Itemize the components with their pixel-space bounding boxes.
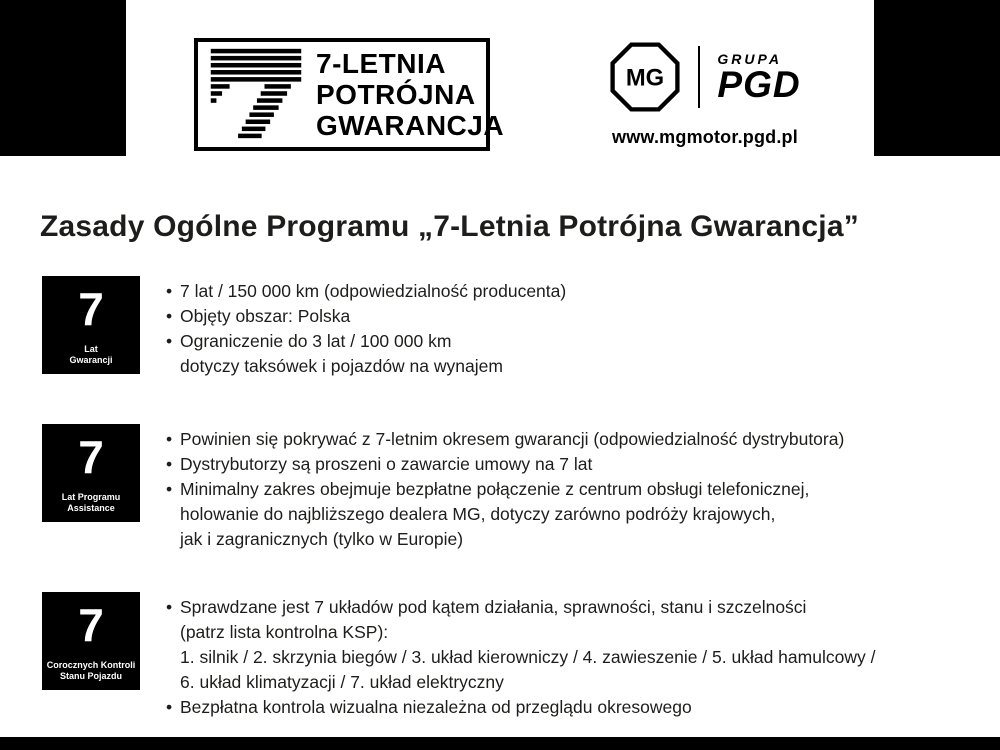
continuation-line [166,527,844,552]
badge-number: 7 [78,283,104,335]
grupa-label: GRUPA [717,51,782,67]
line-text: Powinien się pokrywać z 7-letnim okresem gwarancji (odpowiedzialność dystrybutora) [180,429,845,449]
brand-logos-row [609,40,800,114]
line-text: Ograniczenie do 3 lat / 100 000 km [180,331,452,351]
seven-year-warranty-logo [194,38,505,151]
line-text: holowanie do najbliższego dealera MG, dotyczy zarówno podróży krajowych, [180,504,776,524]
bullet-list-warranty [166,276,566,379]
striped-seven-icon [206,46,306,144]
line-text: Minimalny zakres obejmuje bezpłatne połączenie z centrum obsługi telefonicznej, [180,479,810,499]
badge-number: 7 [78,431,104,483]
bullet-list-inspections [166,592,875,720]
line-text: jak i zagranicznych (tylko w Europie) [180,529,464,549]
line-text: 6. układ klimatyzacji / 7. układ elektryczny [180,672,504,692]
line-text: dotyczy taksówek i pojazdów na wynajem [180,356,503,376]
brand-block [582,40,828,148]
continuation-line [166,502,844,527]
bullet-dot: • [166,429,173,449]
bullet-line [166,329,566,354]
website-url: www.mgmotor.pgd.pl [612,127,798,147]
mg-logo-letters: MG [626,64,665,92]
bullet-dot: • [166,306,173,326]
section-kontrole-stanu-pojazdu [42,592,875,720]
bullet-line [166,477,844,502]
bullet-dot: • [166,331,173,351]
bullet-list-assistance [166,424,844,552]
warranty-logo-line-2: POTRÓJNA [316,79,476,110]
logo-divider [698,46,700,108]
continuation-line [166,354,566,379]
top-right-black-block [874,0,1000,156]
badge-label-line-1: Corocznych Kontroli [46,660,136,670]
section-program-assistance [42,424,844,552]
top-left-black-block [0,0,126,156]
badge-lat-gwarancji [42,276,140,374]
line-text: 1. silnik / 2. skrzynia biegów / 3. układ kierowniczy / 4. zawieszenie / 5. układ hamulcowy / [180,647,876,667]
pgd-label: PGD [717,64,801,105]
grupa-pgd-logo [717,51,800,103]
line-text: Dystrybutorzy są proszeni o zawarcie umowy na 7 lat [180,454,593,474]
continuation-line [166,670,875,695]
bottom-black-bar [0,737,1000,750]
line-text: 7 lat / 150 000 km (odpowiedzialność producenta) [180,281,567,301]
badge-label-line-1: Lat [84,344,98,354]
badge-label [47,660,136,682]
mg-logo [609,41,681,113]
badge-label-line-1: Lat Programu [61,492,121,502]
section-lat-gwarancji [42,276,566,379]
bullet-line [166,427,844,452]
badge-label [69,344,112,366]
badge-number: 7 [78,599,104,651]
bullet-line [166,304,566,329]
line-text: (patrz lista kontrolna KSP): [180,622,389,642]
line-text: Sprawdzane jest 7 układów pod kątem działania, sprawności, stanu i szczelności [180,597,807,617]
bullet-dot: • [166,479,173,499]
warranty-logo-text [316,48,504,141]
badge-label-line-2: Gwarancji [69,355,113,365]
badge-kontrole-stanu-pojazdu [42,592,140,690]
bullet-dot: • [166,454,173,474]
badge-label [62,492,121,514]
bullet-line [166,452,844,477]
bullet-line [166,279,566,304]
line-text: Objęty obszar: Polska [180,306,351,326]
badge-program-assistance [42,424,140,522]
badge-label-line-2: Assistance [67,503,115,513]
bullet-dot: • [166,697,173,717]
bullet-line [166,595,875,620]
page-title: Zasady Ogólne Programu „7-Letnia Potrójna Gwarancja” [40,210,859,243]
line-text: Bezpłatna kontrola wizualna niezależna od przeglądu okresowego [180,697,692,717]
badge-label-line-2: Stanu Pojazdu [59,671,122,681]
continuation-line [166,620,875,645]
bullet-dot: • [166,281,173,301]
bullet-dot: • [166,597,173,617]
warranty-logo-line-1: 7-LETNIA [316,48,446,79]
bullet-line [166,695,875,720]
warranty-logo-line-3: GWARANCJA [316,110,505,141]
continuation-line [166,645,875,670]
